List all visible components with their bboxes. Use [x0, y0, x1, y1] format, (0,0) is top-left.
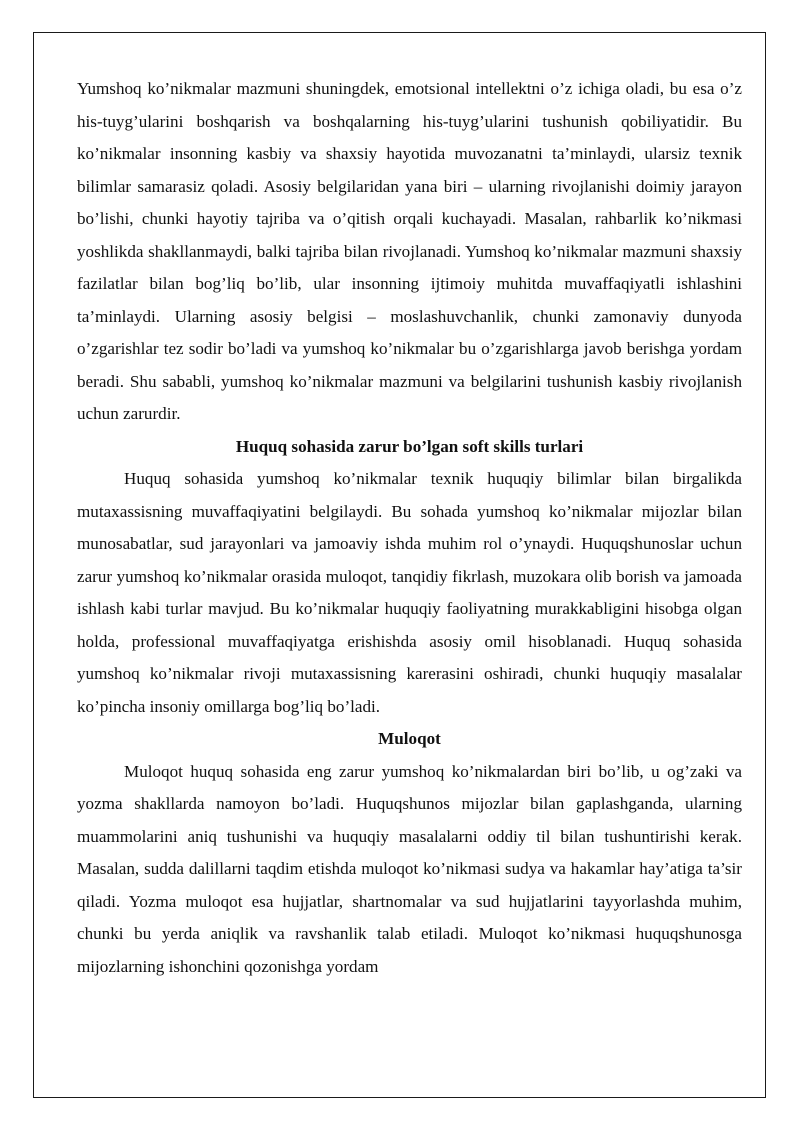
section-heading-muloqot: Muloqot [378, 729, 441, 748]
paragraph-muloqot: Muloqot huquq sohasida eng zarur yumshoq ko’nikmalardan biri bo’lib, u og’zaki va yozma shakllarda namoyon bo’ladi. Huquqshunos mijozlar bilan gaplashganda, ularning muammolarini aniq tushunishi va huquqiy masalalarni oddiy til bilan tushuntirishi kerak. Masalan, sudda dalillarni taqdim etishda muloqot ko’nikmasi sudya va hakamlar hay’atiga ta’sir qiladi. Yozma muloqot esa hujjatlar, shartnomalar va sud hujjatlarini tayyorlashda muhim, chunki bu yerda aniqlik va ravshanlik talab etiladi. Muloqot ko’nikmasi huquqshunosga mijozlarning ishonchini qozonishga yordam [77, 761, 742, 976]
paragraph-soft-skills: Huquq sohasida yumshoq ko’nikmalar texnik huquqiy bilimlar bilan birgalikda mutaxassisning muvaffaqiyatini belgilaydi. Bu sohada yumshoq ko’nikmalar mijozlar bilan munosabatlar, sud jarayonlari va jamoaviy ishda muhim rol o’ynaydi. Huquqshunoslar uchun zarur yumshoq ko’nikmalar orasida muloqot, tanqidiy fikrlash, muzokara olib borish va jamoada ishlash kabi turlar mavjud. Bu ko’nikmalar huquqiy faoliyatning murakkabligini hisobga olgan holda, professional muvaffaqiyatga erishishda asosiy omil hisoblanadi. Huquq sohasida yumshoq ko’nikmalar rivoji mutaxassisning karerasini oshiradi, chunki huquqiy masalalar ko’pincha insoniy omillarga bog’liq bo’ladi. [77, 469, 742, 716]
paragraph-intro: Yumshoq ko’nikmalar mazmuni shuningdek, emotsional intellektni o’z ichiga oladi, bu esa o’z his-tuyg’ularini boshqarish va boshqalarning his-tuyg’ularini tushunish qobiliyatidir. Bu ko’nikmalar insonning kasbiy va shaxsiy hayotida muvozanatni ta’minlaydi, ularsiz texnik bilimlar samarasiz qoladi. Asosiy belgilaridan yana biri – ularning rivojlanishi doimiy jarayon bo’lishi, chunki hayotiy tajriba va o’qitish orqali kuchayadi. Masalan, rahbarlik ko’nikmasi yoshlikda shakllanmaydi, balki tajriba bilan rivojlanadi. Yumshoq ko’nikmalar mazmuni shaxsiy fazilatlar bilan bog’liq bo’lib, ular insonning ijtimoiy muhitda muvaffaqiyatli ishlashini ta’minlaydi. Ularning asosiy belgisi – moslashuvchanlik, chunki zamonaviy dunyoda o’zgarishlar tez sodir bo’ladi va yumshoq ko’nikmalar bu o’zgarishlarga javob berishga yordam beradi. Shu sababli, yumshoq ko’nikmalar mazmuni va belgilarini tushunish kasbiy rivojlanish uchun zarurdir. [77, 79, 742, 423]
section-heading-soft-skills: Huquq sohasida zarur bo’lgan soft skills turlari [235, 436, 584, 456]
document-body [77, 73, 742, 983]
